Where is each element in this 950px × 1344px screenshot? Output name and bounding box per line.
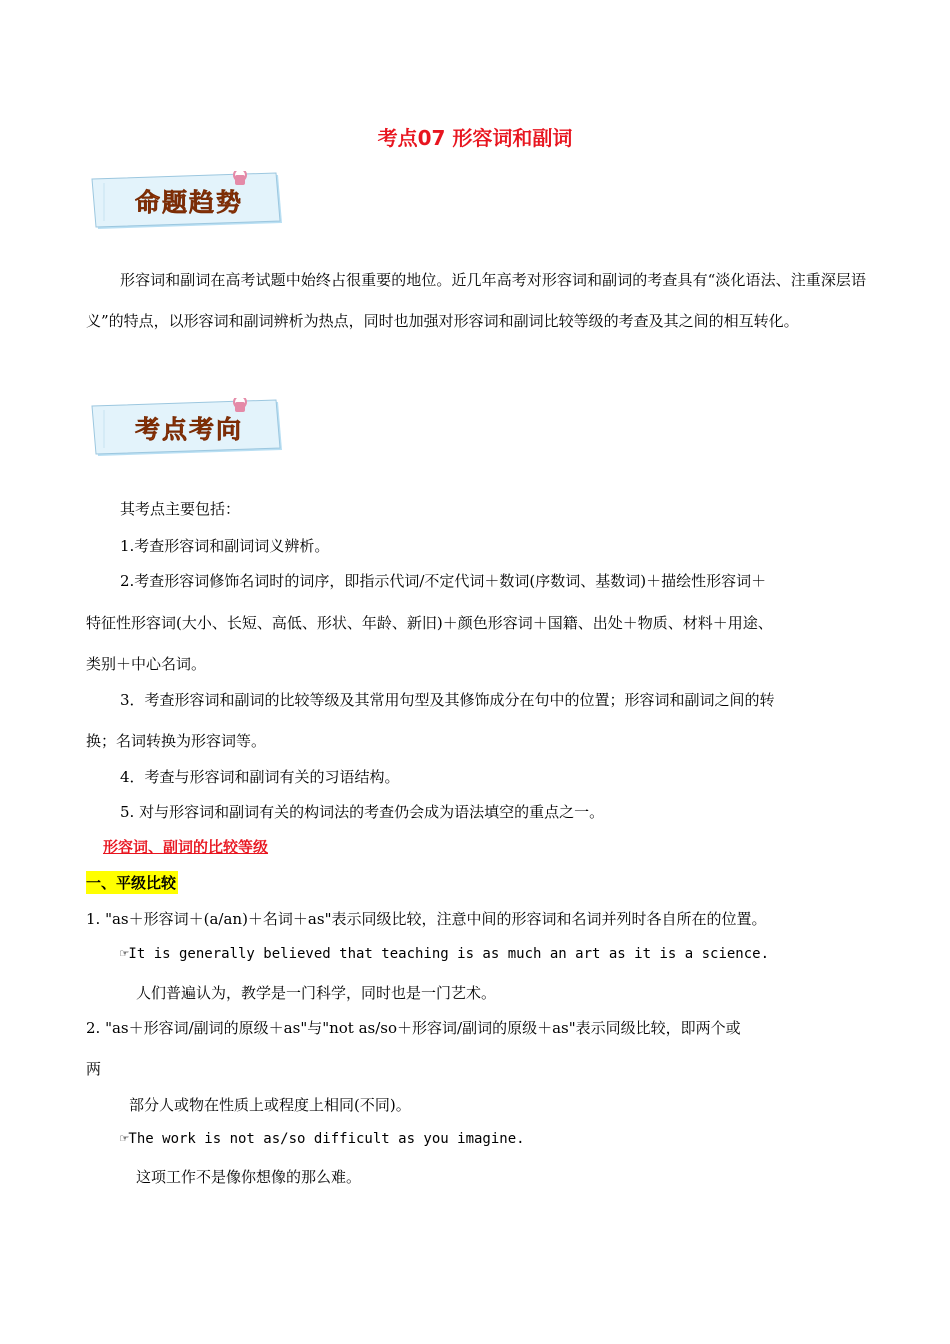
rule-2-line-3: 部分人或物在性质上或程度上相同(不同)。 (129, 1096, 411, 1114)
point-3-line-2: 换；名词转换为形容词等。 (86, 732, 267, 750)
point-2-line-2: 特征性形容词(大小、长短、高低、形状、年龄、新旧)＋颜色形容词＋国籍、出处＋物质、材料＋用途、 (86, 614, 773, 632)
rule-2-line-2: 两 (86, 1060, 102, 1078)
banner-points-label: 考点考向 (134, 415, 243, 444)
rule-1-example: ☞It is generally believed that teaching is as much an art as it is a science. (120, 946, 770, 962)
rule-1: 1. "as＋形容词＋(a/an)＋名词＋as"表示同级比较，注意中间的形容词和名词并列时各自所在的位置。 (86, 910, 767, 928)
rule-2-translation: 这项工作不是像你想像的那么难。 (136, 1168, 362, 1186)
banner-trend (90, 171, 286, 231)
point-5: 5. 对与形容词和副词有关的构词法的考查仍会成为语法填空的重点之一。 (120, 803, 605, 821)
point-4: 4．考查与形容词和副词有关的习语结构。 (120, 768, 400, 786)
rule-1-translation: 人们普遍认为，教学是一门科学，同时也是一门艺术。 (136, 984, 497, 1002)
banner-points (90, 398, 286, 458)
point-3-line-1: 3．考查形容词和副词的比较等级及其常用句型及其修饰成分在句中的位置；形容词和副词之间的转 (120, 691, 775, 709)
banner-trend-label: 命题趋势 (134, 188, 243, 217)
point-1: 1.考查形容词和副词词义辨析。 (120, 537, 330, 555)
point-2-line-3: 类别＋中心名词。 (86, 655, 207, 673)
rule-2-example: ☞The work is not as/so difficult as you imagine. (120, 1131, 525, 1147)
rule-2-line-1: 2. "as＋形容词/副词的原级＋as"与"not as/so＋形容词/副词的原级＋as"表示同级比较，即两个或 (86, 1019, 741, 1037)
point-2-line-1: 2.考查形容词修饰名词时的词序，即指示代词/不定代词＋数词(序数词、基数词)＋描绘性形容词＋ (120, 572, 767, 590)
section-heading: 形容词、副词的比较等级 (103, 838, 269, 856)
subsection-heading: 一、平级比较 (86, 871, 178, 894)
trend-paragraph: 形容词和副词在高考试题中始终占很重要的地位。近几年高考对形容词和副词的考查具有“淡化语法、注重深层语义”的特点，以形容词和副词辨析为热点，同时也加强对形容词和副词比较等级的考查及其之间的相互转化。 (86, 271, 866, 330)
points-intro: 其考点主要包括： (120, 500, 241, 518)
page-title: 考点07 形容词和副词 (377, 126, 573, 150)
